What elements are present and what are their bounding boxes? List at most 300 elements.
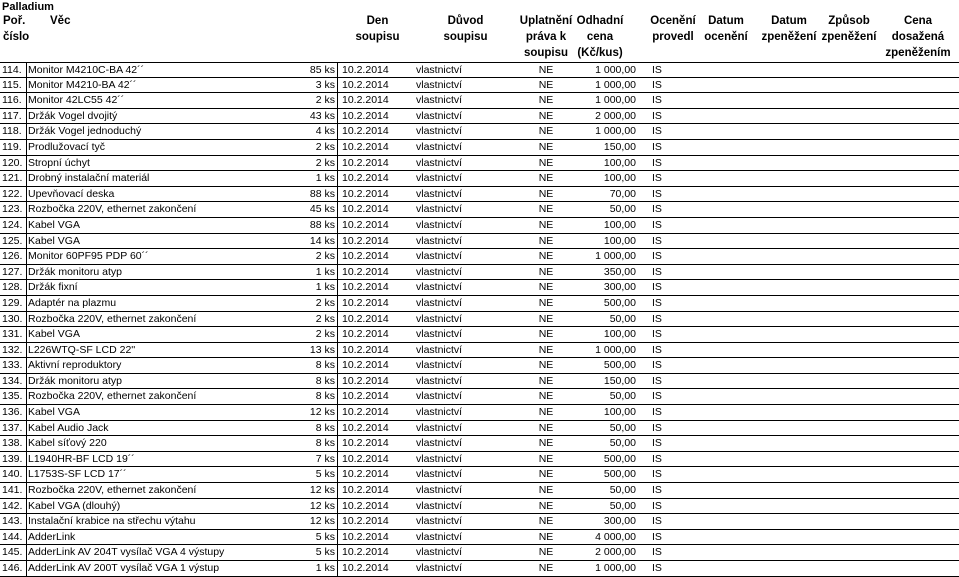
row-number: 146.	[2, 562, 23, 574]
table-row	[0, 280, 959, 296]
quantity: 2 ks	[315, 94, 335, 107]
quantity: 45 ks	[309, 203, 335, 216]
cell-divider	[26, 171, 27, 186]
quantity: 2 ks	[315, 328, 335, 341]
rated-by: IS	[652, 562, 662, 574]
estimated-price: 1 000,00	[595, 64, 636, 76]
table-row	[0, 436, 959, 452]
claim-right: NE	[538, 234, 554, 247]
item-name: Rozbočka 220V, ethernet zakončení	[28, 203, 197, 216]
table-row	[0, 530, 959, 546]
claim-right: NE	[538, 421, 554, 434]
inventory-date: 10.2.2014	[342, 421, 389, 434]
cell-divider	[337, 124, 338, 139]
quantity: 5 ks	[315, 468, 335, 481]
claim-right: NE	[538, 250, 554, 263]
row-number: 130.	[2, 312, 23, 325]
inventory-reason: vlastnictví	[416, 421, 463, 434]
cell-divider	[337, 452, 338, 467]
inventory-date: 10.2.2014	[342, 187, 389, 200]
inventory-date: 10.2.2014	[342, 546, 389, 559]
inventory-date: 10.2.2014	[342, 156, 389, 169]
row-number: 125.	[2, 234, 23, 247]
row-number: 140.	[2, 468, 23, 481]
row-number: 119.	[2, 140, 22, 153]
item-name: L226WTQ-SF LCD 22''	[28, 343, 136, 356]
inventory-date: 10.2.2014	[342, 484, 389, 497]
row-number: 117.	[2, 109, 22, 122]
inventory-date: 10.2.2014	[342, 94, 389, 107]
inventory-reason: vlastnictví	[416, 452, 463, 465]
item-name: Kabel VGA	[28, 328, 80, 341]
claim-right: NE	[538, 359, 554, 372]
estimated-price: 300,00	[603, 281, 636, 294]
quantity: 7 ks	[315, 452, 335, 465]
rated-by: IS	[652, 515, 662, 528]
item-name: AdderLink	[28, 530, 76, 543]
inventory-date: 10.2.2014	[342, 281, 389, 294]
inventory-reason: vlastnictví	[416, 296, 463, 309]
inventory-reason: vlastnictví	[416, 328, 463, 341]
quantity: 4 ks	[315, 125, 335, 138]
row-number: 120.	[2, 156, 23, 169]
claim-right: NE	[538, 437, 554, 450]
claim-right: NE	[538, 406, 554, 419]
cell-divider	[337, 374, 338, 389]
claim-right: NE	[538, 468, 554, 481]
estimated-price: 50,00	[609, 437, 636, 450]
rated-by: IS	[652, 343, 662, 356]
row-number: 122.	[2, 187, 23, 200]
cell-divider	[26, 405, 27, 420]
rated-by: IS	[652, 468, 662, 481]
inventory-reason: vlastnictví	[416, 203, 463, 216]
table-row	[0, 296, 959, 312]
header-sale-method: Způsob zpeněžení	[821, 15, 877, 43]
table-row	[0, 421, 959, 437]
table-row	[0, 343, 959, 359]
table-row	[0, 389, 959, 405]
row-number: 144.	[2, 530, 23, 543]
cell-divider	[26, 312, 27, 327]
claim-right: NE	[538, 156, 554, 169]
cell-divider	[337, 202, 338, 217]
inventory-date: 10.2.2014	[342, 203, 389, 216]
estimated-price: 150,00	[603, 140, 636, 153]
rated-by: IS	[652, 406, 662, 419]
item-name: Rozbočka 220V, ethernet zakončení	[28, 312, 197, 325]
cell-divider	[26, 561, 27, 576]
estimated-price: 1 000,00	[595, 343, 636, 356]
cell-divider	[337, 280, 338, 295]
rated-by: IS	[652, 187, 662, 200]
cell-divider	[337, 421, 338, 436]
inventory-date: 10.2.2014	[342, 234, 389, 247]
row-number: 132.	[2, 343, 23, 356]
row-number: 143.	[2, 515, 23, 528]
cell-divider	[337, 358, 338, 373]
cell-divider	[337, 343, 338, 358]
claim-right: NE	[538, 109, 554, 122]
estimated-price: 100,00	[603, 156, 636, 169]
cell-divider	[337, 234, 338, 249]
table-row	[0, 545, 959, 561]
rated-by: IS	[652, 312, 662, 325]
table-row	[0, 327, 959, 343]
inventory-date: 10.2.2014	[342, 562, 389, 574]
estimated-price: 1 000,00	[595, 94, 636, 107]
rated-by: IS	[652, 390, 662, 403]
row-number: 118.	[2, 125, 22, 138]
inventory-date: 10.2.2014	[342, 328, 389, 341]
estimated-price: 300,00	[603, 515, 636, 528]
item-name: Monitor 60PF95 PDP 60´´	[28, 250, 149, 263]
header-item: Věc	[50, 15, 71, 27]
cell-divider	[337, 499, 338, 514]
cell-divider	[26, 78, 27, 93]
quantity: 2 ks	[315, 156, 335, 169]
cell-divider	[337, 467, 338, 482]
rated-by: IS	[652, 218, 662, 231]
estimated-price: 50,00	[609, 484, 636, 497]
cell-divider	[26, 124, 27, 139]
cell-divider	[26, 374, 27, 389]
cell-divider	[26, 140, 27, 155]
inventory-reason: vlastnictví	[416, 234, 463, 247]
row-number: 136.	[2, 406, 23, 419]
cell-divider	[337, 389, 338, 404]
claim-right: NE	[538, 312, 554, 325]
table-row	[0, 156, 959, 172]
cell-divider	[337, 265, 338, 280]
inventory-date: 10.2.2014	[342, 390, 389, 403]
cell-divider	[26, 358, 27, 373]
item-name: Stropní úchyt	[28, 156, 90, 169]
item-name: L1753S-SF LCD 17´´	[28, 468, 127, 481]
quantity: 8 ks	[315, 359, 335, 372]
estimated-price: 1 000,00	[595, 250, 636, 263]
claim-right: NE	[538, 140, 554, 153]
inventory-date: 10.2.2014	[342, 125, 389, 138]
rated-by: IS	[652, 499, 662, 512]
cell-divider	[337, 140, 338, 155]
inventory-date: 10.2.2014	[342, 265, 389, 278]
cell-divider	[26, 530, 27, 545]
claim-right: NE	[538, 530, 554, 543]
inventory-date: 10.2.2014	[342, 109, 389, 122]
cell-divider	[26, 499, 27, 514]
estimated-price: 1 000,00	[595, 78, 636, 91]
table-header	[0, 13, 959, 61]
estimated-price: 50,00	[609, 499, 636, 512]
cell-divider	[337, 171, 338, 186]
claim-right: NE	[538, 562, 554, 574]
cell-divider	[26, 514, 27, 529]
estimated-price: 50,00	[609, 312, 636, 325]
claim-right: NE	[538, 78, 554, 91]
header-rating-date: Datum ocenění	[704, 15, 748, 43]
inventory-reason: vlastnictví	[416, 94, 463, 107]
rated-by: IS	[652, 530, 662, 543]
claim-right: NE	[538, 64, 554, 76]
cell-divider	[337, 436, 338, 451]
quantity: 12 ks	[309, 484, 335, 497]
claim-right: NE	[538, 187, 554, 200]
item-name: Instalační krabice na střechu výtahu	[28, 515, 196, 528]
item-name: Kabel síťový 220	[28, 437, 107, 450]
estimated-price: 1 000,00	[595, 125, 636, 138]
inventory-date: 10.2.2014	[342, 468, 389, 481]
inventory-reason: vlastnictví	[416, 468, 463, 481]
item-name: Monitor 42LC55 42´´	[28, 94, 125, 107]
cell-divider	[337, 327, 338, 342]
inventory-reason: vlastnictví	[416, 265, 463, 278]
inventory-date: 10.2.2014	[342, 530, 389, 543]
sheet-title: Palladium	[2, 1, 54, 13]
header-price: Odhadní cena (Kč/kus)	[576, 15, 624, 59]
table-row	[0, 202, 959, 218]
quantity: 1 ks	[315, 281, 335, 294]
claim-right: NE	[538, 203, 554, 216]
row-number: 133.	[2, 359, 23, 372]
inventory-reason: vlastnictví	[416, 156, 463, 169]
row-number: 121.	[2, 172, 23, 185]
header-no: Poř. číslo	[3, 15, 30, 43]
rated-by: IS	[652, 546, 662, 559]
estimated-price: 100,00	[603, 218, 636, 231]
estimated-price: 1 000,00	[595, 562, 636, 574]
estimated-price: 50,00	[609, 203, 636, 216]
estimated-price: 500,00	[603, 296, 636, 309]
inventory-reason: vlastnictví	[416, 530, 463, 543]
rated-by: IS	[652, 484, 662, 497]
header-day: Den soupisu	[355, 15, 400, 43]
quantity: 1 ks	[315, 172, 335, 185]
row-number: 138.	[2, 437, 23, 450]
claim-right: NE	[538, 343, 554, 356]
inventory-date: 10.2.2014	[342, 172, 389, 185]
inventory-date: 10.2.2014	[342, 296, 389, 309]
cell-divider	[26, 452, 27, 467]
inventory-date: 10.2.2014	[342, 78, 389, 91]
table-row	[0, 374, 959, 390]
estimated-price: 500,00	[603, 452, 636, 465]
cell-divider	[26, 187, 27, 202]
row-number: 139.	[2, 452, 23, 465]
cell-divider	[26, 249, 27, 264]
cell-divider	[26, 93, 27, 108]
claim-right: NE	[538, 390, 554, 403]
inventory-reason: vlastnictví	[416, 64, 463, 76]
row-number: 131.	[2, 328, 23, 341]
estimated-price: 500,00	[603, 468, 636, 481]
rated-by: IS	[652, 125, 662, 138]
inventory-date: 10.2.2014	[342, 250, 389, 263]
row-number: 145.	[2, 546, 23, 559]
item-name: Monitor M4210-BA 42´´	[28, 78, 137, 91]
rated-by: IS	[652, 328, 662, 341]
cell-divider	[26, 467, 27, 482]
inventory-date: 10.2.2014	[342, 437, 389, 450]
cell-divider	[337, 93, 338, 108]
cell-divider	[337, 545, 338, 560]
inventory-reason: vlastnictví	[416, 343, 463, 356]
claim-right: NE	[538, 374, 554, 387]
estimated-price: 100,00	[603, 172, 636, 185]
table-row	[0, 514, 959, 530]
rated-by: IS	[652, 265, 662, 278]
row-number: 127.	[2, 265, 23, 278]
item-name: Držák fixní	[28, 281, 78, 294]
cell-divider	[337, 514, 338, 529]
rated-by: IS	[652, 78, 662, 91]
item-name: L1940HR-BF LCD 19´´	[28, 452, 135, 465]
table-row	[0, 405, 959, 421]
row-number: 116.	[2, 94, 22, 107]
inventory-reason: vlastnictví	[416, 78, 463, 91]
table-row	[0, 499, 959, 515]
item-name: Kabel VGA (dlouhý)	[28, 499, 121, 512]
inventory-reason: vlastnictví	[416, 374, 463, 387]
inventory-reason: vlastnictví	[416, 172, 463, 185]
item-name: Kabel VGA	[28, 218, 80, 231]
quantity: 8 ks	[315, 390, 335, 403]
claim-right: NE	[538, 499, 554, 512]
item-name: Aktivní reproduktory	[28, 359, 122, 372]
cell-divider	[337, 561, 338, 576]
cell-divider	[26, 421, 27, 436]
table-row	[0, 93, 959, 109]
header-claim: Uplatnění práva k soupisu	[519, 15, 573, 59]
inventory-reason: vlastnictví	[416, 312, 463, 325]
item-name: Držák monitoru atyp	[28, 374, 122, 387]
cell-divider	[337, 296, 338, 311]
table-row	[0, 124, 959, 140]
inventory-date: 10.2.2014	[342, 515, 389, 528]
quantity: 3 ks	[315, 78, 335, 91]
header-reason: Důvod soupisu	[443, 15, 488, 43]
quantity: 8 ks	[315, 374, 335, 387]
inventory-reason: vlastnictví	[416, 109, 463, 122]
cell-divider	[26, 483, 27, 498]
row-number: 128.	[2, 281, 23, 294]
inventory-reason: vlastnictví	[416, 281, 463, 294]
quantity: 85 ks	[309, 64, 335, 76]
row-number: 124.	[2, 218, 23, 231]
quantity: 2 ks	[315, 250, 335, 263]
quantity: 8 ks	[315, 437, 335, 450]
rated-by: IS	[652, 452, 662, 465]
cell-divider	[26, 218, 27, 233]
row-number: 135.	[2, 390, 23, 403]
cell-divider	[26, 343, 27, 358]
quantity: 1 ks	[315, 265, 335, 278]
estimated-price: 150,00	[603, 374, 636, 387]
quantity: 1 ks	[315, 562, 335, 574]
item-name: Kabel VGA	[28, 234, 80, 247]
row-number: 114.	[2, 64, 22, 76]
inventory-date: 10.2.2014	[342, 312, 389, 325]
quantity: 12 ks	[309, 406, 335, 419]
estimated-price: 2 000,00	[595, 546, 636, 559]
cell-divider	[26, 265, 27, 280]
cell-divider	[26, 545, 27, 560]
table-row	[0, 109, 959, 125]
inventory-reason: vlastnictví	[416, 359, 463, 372]
cell-divider	[26, 280, 27, 295]
table-row	[0, 78, 959, 94]
cell-divider	[26, 296, 27, 311]
inventory-reason: vlastnictví	[416, 250, 463, 263]
estimated-price: 100,00	[603, 234, 636, 247]
table-row	[0, 467, 959, 483]
rated-by: IS	[652, 203, 662, 216]
table-row	[0, 234, 959, 250]
cell-divider	[337, 218, 338, 233]
rated-by: IS	[652, 359, 662, 372]
inventory-reason: vlastnictví	[416, 125, 463, 138]
rated-by: IS	[652, 156, 662, 169]
header-sale-date: Datum zpeněžení	[761, 15, 817, 43]
row-number: 123.	[2, 203, 23, 216]
estimated-price: 500,00	[603, 359, 636, 372]
item-name: Kabel Audio Jack	[28, 421, 109, 434]
inventory-date: 10.2.2014	[342, 140, 389, 153]
claim-right: NE	[538, 265, 554, 278]
item-name: Rozbočka 220V, ethernet zakončení	[28, 484, 197, 497]
quantity: 8 ks	[315, 421, 335, 434]
item-name: Rozbočka 220V, ethernet zakončení	[28, 390, 197, 403]
cell-divider	[337, 483, 338, 498]
cell-divider	[337, 63, 338, 77]
rated-by: IS	[652, 421, 662, 434]
quantity: 2 ks	[315, 296, 335, 309]
table-row	[0, 249, 959, 265]
claim-right: NE	[538, 94, 554, 107]
cell-divider	[337, 312, 338, 327]
cell-divider	[337, 187, 338, 202]
inventory-reason: vlastnictví	[416, 187, 463, 200]
inventory-date: 10.2.2014	[342, 374, 389, 387]
estimated-price: 50,00	[609, 390, 636, 403]
table-row	[0, 358, 959, 374]
inventory-reason: vlastnictví	[416, 562, 463, 574]
claim-right: NE	[538, 452, 554, 465]
header-sale-price: Cena dosažená zpeněžením	[885, 15, 951, 59]
rated-by: IS	[652, 234, 662, 247]
rated-by: IS	[652, 250, 662, 263]
rated-by: IS	[652, 296, 662, 309]
quantity: 5 ks	[315, 546, 335, 559]
inventory-date: 10.2.2014	[342, 499, 389, 512]
cell-divider	[26, 436, 27, 451]
item-name: Držák Vogel dvojitý	[28, 109, 118, 122]
estimated-price: 50,00	[609, 421, 636, 434]
estimated-price: 100,00	[603, 328, 636, 341]
claim-right: NE	[538, 296, 554, 309]
inventory-reason: vlastnictví	[416, 437, 463, 450]
item-name: AdderLink AV 204T vysílač VGA 4 výstupy	[28, 546, 225, 559]
quantity: 5 ks	[315, 530, 335, 543]
row-number: 126.	[2, 250, 23, 263]
item-name: Držák Vogel jednoduchý	[28, 125, 142, 138]
inventory-reason: vlastnictví	[416, 515, 463, 528]
item-name: AdderLink AV 200T vysílač VGA 1 výstup	[28, 562, 220, 574]
inventory-date: 10.2.2014	[342, 343, 389, 356]
item-name: Monitor M4210C-BA 42´´	[28, 64, 145, 76]
claim-right: NE	[538, 281, 554, 294]
cell-divider	[337, 405, 338, 420]
